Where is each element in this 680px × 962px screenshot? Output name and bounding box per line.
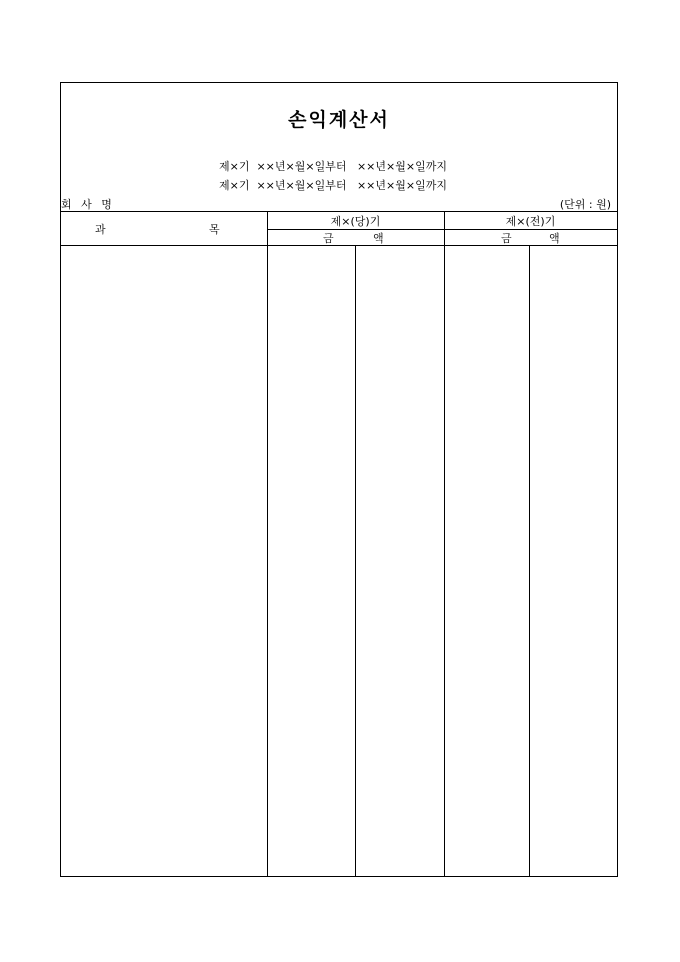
account-column-divider xyxy=(267,211,268,876)
current-period-divider xyxy=(444,211,445,876)
current-amount-right: 액 xyxy=(373,232,384,245)
previous-amount-split xyxy=(529,245,530,876)
previous-period-header: 제×(전)기 xyxy=(505,215,556,228)
account-header-right: 목 xyxy=(209,223,220,236)
current-amount-split xyxy=(355,245,356,876)
previous-period-range: 제×기 ××년×월×일부터 ××년×월×일까지 xyxy=(219,179,447,192)
account-header-left: 과 xyxy=(95,223,106,236)
statement-frame xyxy=(60,82,618,877)
current-period-header: 제×(당)기 xyxy=(330,215,381,228)
table-top-border xyxy=(61,211,617,212)
table-header-bottom-border xyxy=(61,245,617,246)
previous-amount-left: 금 xyxy=(501,232,512,245)
page-title: 손익계산서 xyxy=(288,109,390,131)
unit-label: (단위 : 원) xyxy=(559,198,611,211)
current-amount-left: 금 xyxy=(323,232,334,245)
period-header-divider xyxy=(267,229,617,230)
current-period-range: 제×기 ××년×월×일부터 ××년×월×일까지 xyxy=(219,160,447,173)
previous-amount-right: 액 xyxy=(549,232,560,245)
company-name-label: 회 사 명 xyxy=(61,198,115,211)
